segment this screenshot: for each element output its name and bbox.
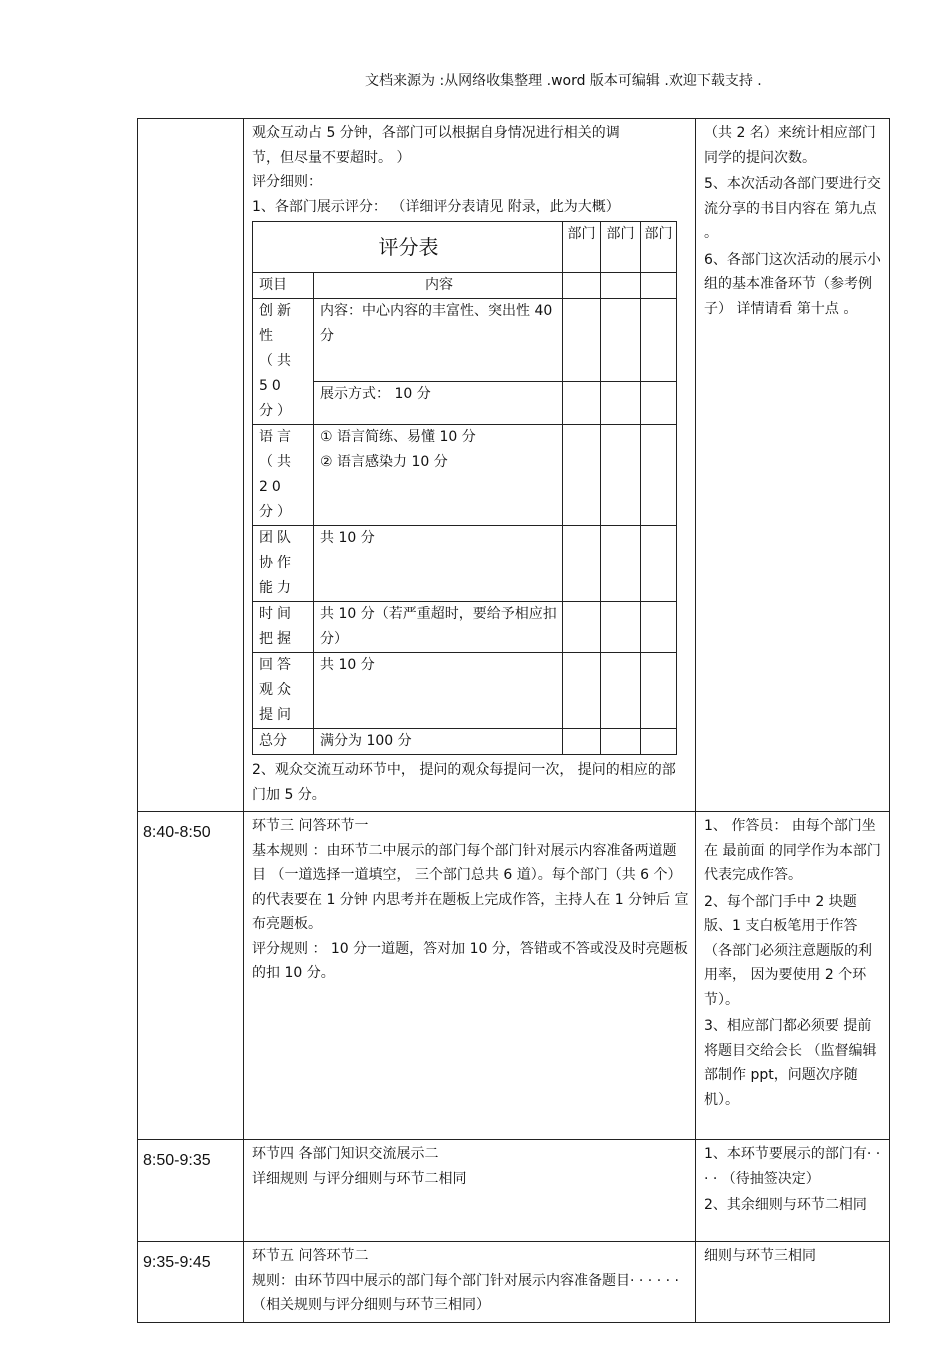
content-line: 环节四 各部门知识交流展示二 <box>252 1146 439 1162</box>
col-header-content: 内容 <box>314 273 563 299</box>
score-content: 展示方式： 10 分 <box>314 382 563 425</box>
notes-cell <box>696 119 890 812</box>
notes-cell <box>696 1242 890 1323</box>
score-table-title: 评分表 <box>253 222 563 273</box>
time-cell: 8:40-8:50 <box>138 812 244 1140</box>
score-content: 共 10 分 <box>314 526 563 602</box>
dept-header: 部门 <box>601 222 641 273</box>
note-item: 1、 作答员： 由每个部门坐在 最前面 的同学作为本部门代表完成作答。 <box>704 818 881 883</box>
score-content: 内容：中心内容的丰富性、突出性 40 分 <box>314 299 563 382</box>
time-cell: 9:35-9:45 <box>138 1242 244 1323</box>
content-cell <box>244 119 696 812</box>
document-header: 文档来源为 :从网络收集整理 .word 版本可编辑 .欢迎下载支持 . <box>365 73 762 89</box>
schedule-table <box>137 118 890 1323</box>
score-item: 回答观众提问 <box>253 653 314 729</box>
schedule-row <box>138 119 890 812</box>
schedule-row <box>138 812 890 1140</box>
dept-header: 部门 <box>641 222 677 273</box>
score-content: 共 10 分 <box>314 653 563 729</box>
note-item: 2、其余细则与环节二相同 <box>704 1197 867 1213</box>
note-item: （共 2 名）来统计相应部门同学的提问次数。 <box>704 125 876 166</box>
score-content: 共 10 分（若严重超时，要给予相应扣分） <box>314 602 563 653</box>
content-line: 观众互动占 5 分钟，各部门可以根据自身情况进行相关的调 <box>252 125 620 141</box>
content-line: 1、各部门展示评分： （详细评分表请见 附录，此为大概） <box>252 198 620 215</box>
dept-header: 部门 <box>563 222 601 273</box>
content-line: 节，但尽量不要超时。 ） <box>252 149 411 166</box>
score-table <box>252 221 677 755</box>
content-line: 评分规则 ： 10 分一道题，答对加 10 分，答错或不答或没及时亮题板的扣 10 分。 <box>252 940 688 981</box>
content-line: 环节三 问答环节一 <box>252 818 369 834</box>
content-line: 环节五 问答环节二 <box>252 1248 369 1264</box>
content-line: 规则：由环节四中展示的部门每个部门针对展示内容准备题目· · · · · ·（相关规则与评分细则与环节三相同） <box>252 1272 679 1313</box>
notes-cell <box>696 812 890 1140</box>
schedule-row <box>138 1140 890 1242</box>
note-item: 3、相应部门都必须要 提前 将题目交给会长 （监督编辑部制作 ppt，问题次序随机）。 <box>704 1018 877 1108</box>
time-cell <box>138 119 244 812</box>
content-cell <box>244 812 696 1140</box>
content-line: 评分细则： <box>252 174 322 190</box>
note-item: 5、本次活动各部门要进行交流分享的书目内容在 第九点 。 <box>704 176 881 241</box>
content-cell <box>244 1140 696 1242</box>
score-item: 时间把握 <box>253 602 314 653</box>
score-item: 总分 <box>253 729 314 755</box>
notes-cell <box>696 1140 890 1242</box>
schedule-row <box>138 1242 890 1323</box>
content-cell <box>244 1242 696 1323</box>
time-cell: 8:50-9:35 <box>138 1140 244 1242</box>
note-item: 细则与环节三相同 <box>704 1248 816 1264</box>
score-item: 创新性（共50分） <box>253 299 314 425</box>
score-content: ① 语言简练、易懂 10 分 ② 语言感染力 10 分 <box>314 425 563 526</box>
score-content: 满分为 100 分 <box>314 729 563 755</box>
content-line: 2、观众交流互动环节中， 提问的观众每提问一次， 提问的相应的部门加 5 分。 <box>252 762 676 803</box>
col-header-item: 项目 <box>253 273 314 299</box>
note-item: 2、每个部门手中 2 块题版、1 支白板笔用于作答（各部门必须注意题版的利用率， 因为要使用 2 个环节）。 <box>704 893 872 1008</box>
content-line: 基本规则 ：由环节二中展示的部门每个部门针对展示内容准备两道题目 （一道选择一道填空， 三个部门总共 6 道）。每个部门（共 6 个）的代表要在 1 分钟 内思考并在题板上完成作答，主持人在 1 分钟后 宣布亮题板。 <box>252 842 689 932</box>
score-item: 语言（共20分） <box>253 425 314 526</box>
note-item: 6、各部门这次活动的展示小组的基本准备环节（参考例子） 详情请看 第十点 。 <box>704 251 881 317</box>
score-item: 团队协作能力 <box>253 526 314 602</box>
note-item: 1、本环节要展示的部门有· · · · （待抽签决定） <box>704 1146 881 1187</box>
content-line: 详细规则 与评分细则与环节二相同 <box>252 1170 467 1187</box>
